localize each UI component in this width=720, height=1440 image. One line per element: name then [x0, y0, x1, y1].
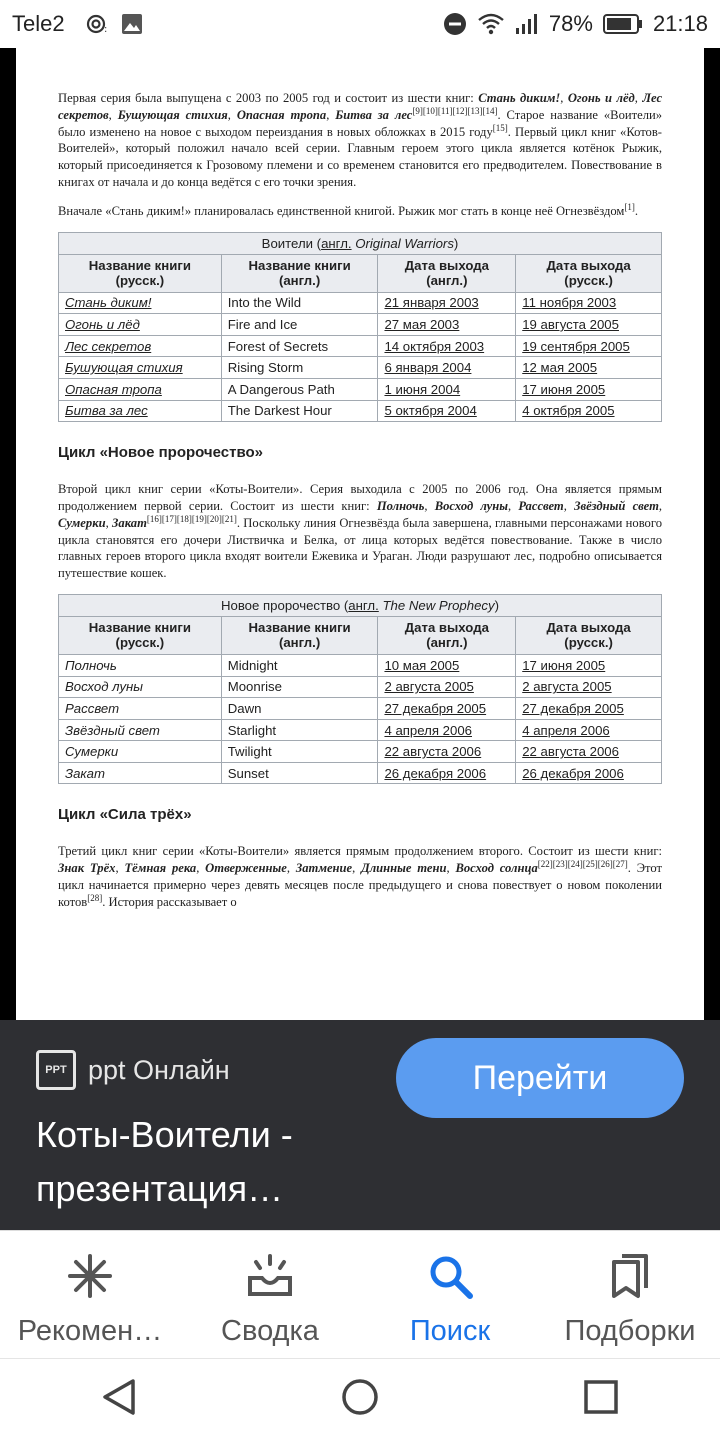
status-bar — [0, 0, 720, 48]
document-page — [16, 48, 704, 1020]
battery-icon — [603, 13, 643, 35]
table-row: Огонь и лёд Fire and Ice 27 мая 2003 19 августа 2005 — [59, 314, 662, 336]
table-row: Сумерки Twilight 22 августа 2006 22 августа 2006 — [59, 741, 662, 763]
result-title[interactable]: Коты-Воители - презентация… — [36, 1114, 293, 1209]
search-icon — [426, 1251, 474, 1301]
paragraph-intro: Первая серия была выпущена с 2003 по 2005 год и состоит из шести книг: Стань диким!, Огонь и лёд, Лес секретов, Бушующая стихия, Опасная тропа, Битва за лес[9][10][11][12][13][14]. Старое название «Воители» было изменено на новое с выходом переиздания в новых обложках в 2015 году[15]. Первый цикл книг «Котов-Воителей», который положил начало всей серии. Главным героем этого цикла является котёнок Рыжик, который присоединяется к Грозовому племени и со временем становится его предводителем. Повествование в книгах от начала и до конца ведётся с его точки зрения. — [58, 91, 663, 189]
ppt-icon: PPT — [36, 1050, 76, 1090]
table-original-warriors — [58, 232, 662, 423]
section-heading-new-prophecy: Цикл «Новое пророчество» — [58, 444, 264, 462]
column-header: Дата выхода (русск.) — [516, 616, 662, 654]
source-row — [36, 1050, 230, 1090]
svg-text::: : — [103, 24, 107, 35]
nav-item-search[interactable] — [360, 1231, 540, 1358]
table-row: Звёздный свет Starlight 4 апреля 2006 4 апреля 2006 — [59, 719, 662, 741]
clock: 21:18 — [652, 11, 708, 36]
carrier-label: Tele2 — [12, 11, 65, 36]
back-icon[interactable] — [101, 1377, 137, 1422]
source-label: ppt Онлайн — [88, 1054, 230, 1085]
table-row: Восход луны Moonrise 2 августа 2005 2 августа 2005 — [59, 676, 662, 698]
image-icon — [121, 13, 143, 35]
collections-icon — [606, 1251, 654, 1301]
table-row: Лес секретов Forest of Secrets 14 октября 2003 19 сентября 2005 — [59, 335, 662, 357]
go-button[interactable]: Перейти — [396, 1038, 684, 1118]
column-header: Название книги (русск.) — [59, 254, 222, 292]
nav-label: Поиск — [409, 1315, 491, 1347]
hotspot-icon — [85, 13, 111, 35]
signal-icon — [515, 13, 539, 35]
bottom-navigation — [0, 1230, 720, 1358]
document-viewer[interactable] — [0, 48, 720, 1020]
section-heading-power-of-three: Цикл «Сила трёх» — [58, 806, 192, 824]
nav-item-recommendations[interactable] — [0, 1231, 180, 1358]
nav-item-summary[interactable] — [180, 1231, 360, 1358]
table-row: Бушующая стихия Rising Storm 6 января 2004 12 мая 2005 — [59, 357, 662, 379]
column-header: Название книги (русск.) — [59, 616, 222, 654]
column-header: Дата выхода (русск.) — [516, 254, 662, 292]
home-icon[interactable] — [340, 1377, 380, 1422]
paragraph-second: Вначале «Стань диким!» планировалась единственной книгой. Рыжик мог стать в конце неё Огнезвёздом[1]. — [58, 201, 639, 218]
sparkle-icon — [66, 1251, 114, 1301]
wifi-icon — [477, 13, 505, 35]
column-header: Дата выхода (англ.) — [378, 616, 516, 654]
column-header: Название книги (англ.) — [221, 254, 378, 292]
system-navigation — [0, 1358, 720, 1440]
column-header: Название книги (англ.) — [221, 616, 378, 654]
table-row: Стань диким! Into the Wild 21 января 2003 11 ноября 2003 — [59, 292, 662, 314]
table-row: Закат Sunset 26 декабря 2006 26 декабря 2006 — [59, 762, 662, 784]
nav-item-collections[interactable] — [540, 1231, 720, 1358]
inbox-icon — [246, 1251, 294, 1301]
recents-icon[interactable] — [583, 1379, 619, 1420]
table-row: Рассвет Dawn 27 декабря 2005 27 декабря 2005 — [59, 698, 662, 720]
table-row: Полночь Midnight 10 мая 2005 17 июня 2005 — [59, 654, 662, 676]
table-row: Опасная тропа A Dangerous Path 1 июня 2004 17 июня 2005 — [59, 378, 662, 400]
paragraph-power-of-three: Третий цикл книг серии «Коты-Воители» является прямым продолжением второго. Состоит из шести книг: Знак Трёх, Тёмная река, Отверженные, Затмение, Длинные тени, Восход солнца[22][23][24][25][26][27]. Этот цикл начинается примерно через девять месяцев после предыдущего и снова повествует о новом поколении котов[28]. История рассказывает о — [58, 844, 663, 909]
dnd-icon — [443, 12, 467, 36]
column-header: Дата выхода (англ.) — [378, 254, 516, 292]
table-row: Битва за лес The Darkest Hour 5 октября 2004 4 октября 2005 — [59, 400, 662, 422]
paragraph-new-prophecy: Второй цикл книг серии «Коты-Воители». Серия выходила с 2005 по 2006 год. Она является прямым продолжением первой серии. Состоит из шести книг: Полночь, Восход луны, Рассвет, Звёздный свет, Сумерки, Закат[16][17][18][19][20][21]. Поскольку линия Огнезвёзда была завершена, главными персонажами нового цикла становятся его дочери Листвичка и Белка, от лица которых ведётся повествование. Также в число главных героев второго цикла входят воители Ежевика и Ураган. Люди разрушают лес, подробно описывается путешествие кошек. — [58, 482, 663, 581]
battery-percent: 78% — [548, 11, 593, 36]
nav-label: Сводка — [221, 1315, 319, 1347]
table-caption: Воители (англ. Original Warriors) — [59, 232, 662, 254]
table-new-prophecy — [58, 594, 662, 785]
table-caption: Новое пророчество (англ. The New Prophecy) — [59, 594, 662, 616]
nav-label: Подборки — [564, 1315, 696, 1347]
nav-label: Рекомен… — [17, 1315, 163, 1347]
